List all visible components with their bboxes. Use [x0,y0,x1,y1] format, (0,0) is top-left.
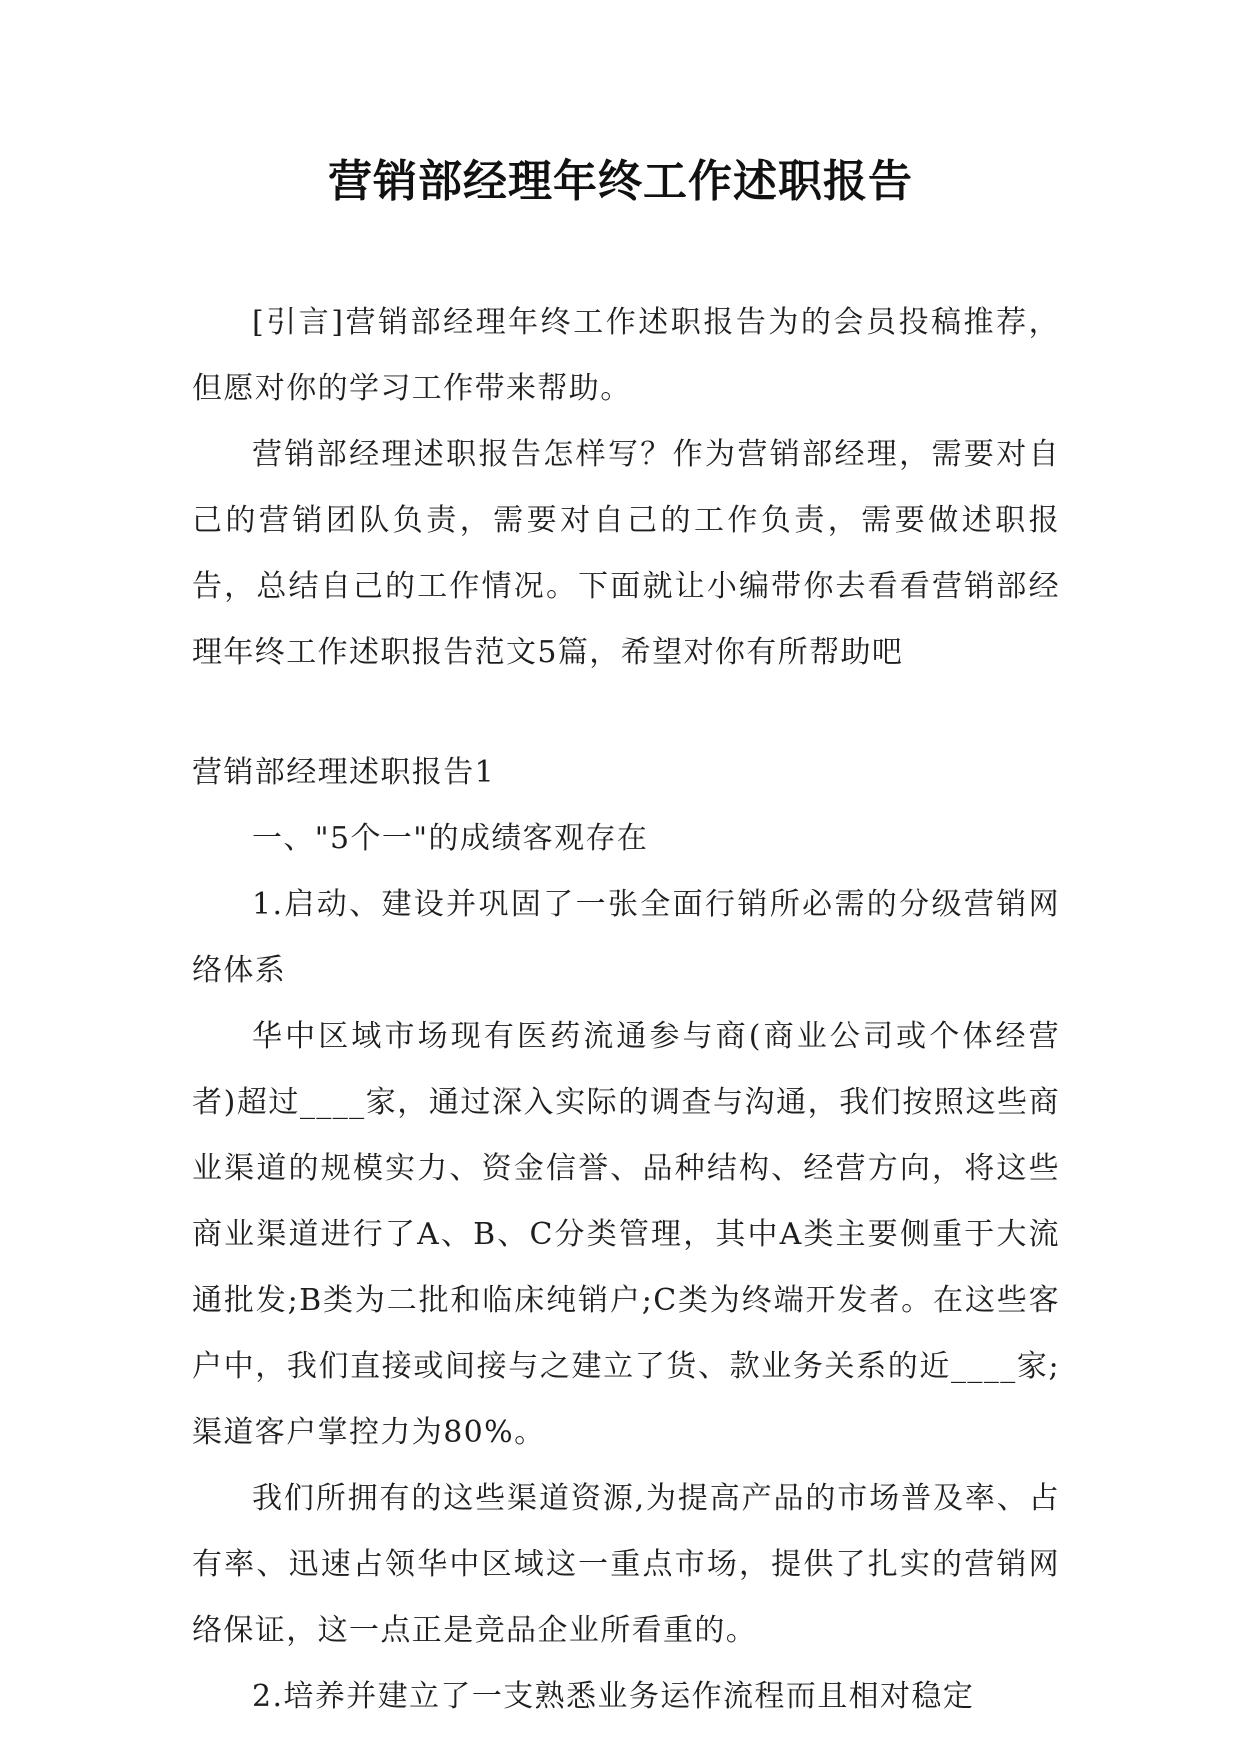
body-paragraph: 华中区域市场现有医药流通参与商(商业公司或个体经营者)超过____家，通过深入实际的调查与沟通，我们按照这些商业渠道的规模实力、资金信誉、品种结构、经营方向，将这些商业渠道进行了A、B、C分类管理，其中A类主要侧重于大流通批发;B类为二批和临床纯销户;C类为终端开发者。在这些客户中，我们直接或间接与之建立了货、款业务关系的近____家;渠道客户掌控力为80%。 [192,1019,1060,1450]
subsection-heading: 一、"5个一"的成绩客观存在 [252,821,649,856]
intro-paragraph: 营销部经理述职报告怎样写？作为营销部经理，需要对自己的营销团队负责，需要对自己的工作负责，需要做述职报告，总结自己的工作情况。下面就让小编带你去看看营销部经理年终工作述职报告范文5篇，希望对你有所帮助吧 [192,437,1060,670]
document-title: 营销部经理年终工作述职报告 [328,156,913,207]
list-item-heading: 2.培养并建立了一支熟悉业务运作流程而且相对稳定 [252,1679,975,1714]
section-heading: 营销部经理述职报告1 [192,755,496,790]
list-item-heading: 1.启动、建设并巩固了一张全面行销所必需的分级营销网络体系 [192,887,1060,988]
body-paragraph: 我们所拥有的这些渠道资源,为提高产品的市场普及率、占有率、迅速占领华中区域这一重点市场，提供了扎实的营销网络保证，这一点正是竞品企业所看重的。 [192,1481,1060,1648]
section-spacer [192,686,1060,740]
document-body [192,290,1060,1730]
intro-paragraph: [引言]营销部经理年终工作述职报告为的会员投稿推荐，但愿对你的学习工作带来帮助。 [192,305,1060,406]
